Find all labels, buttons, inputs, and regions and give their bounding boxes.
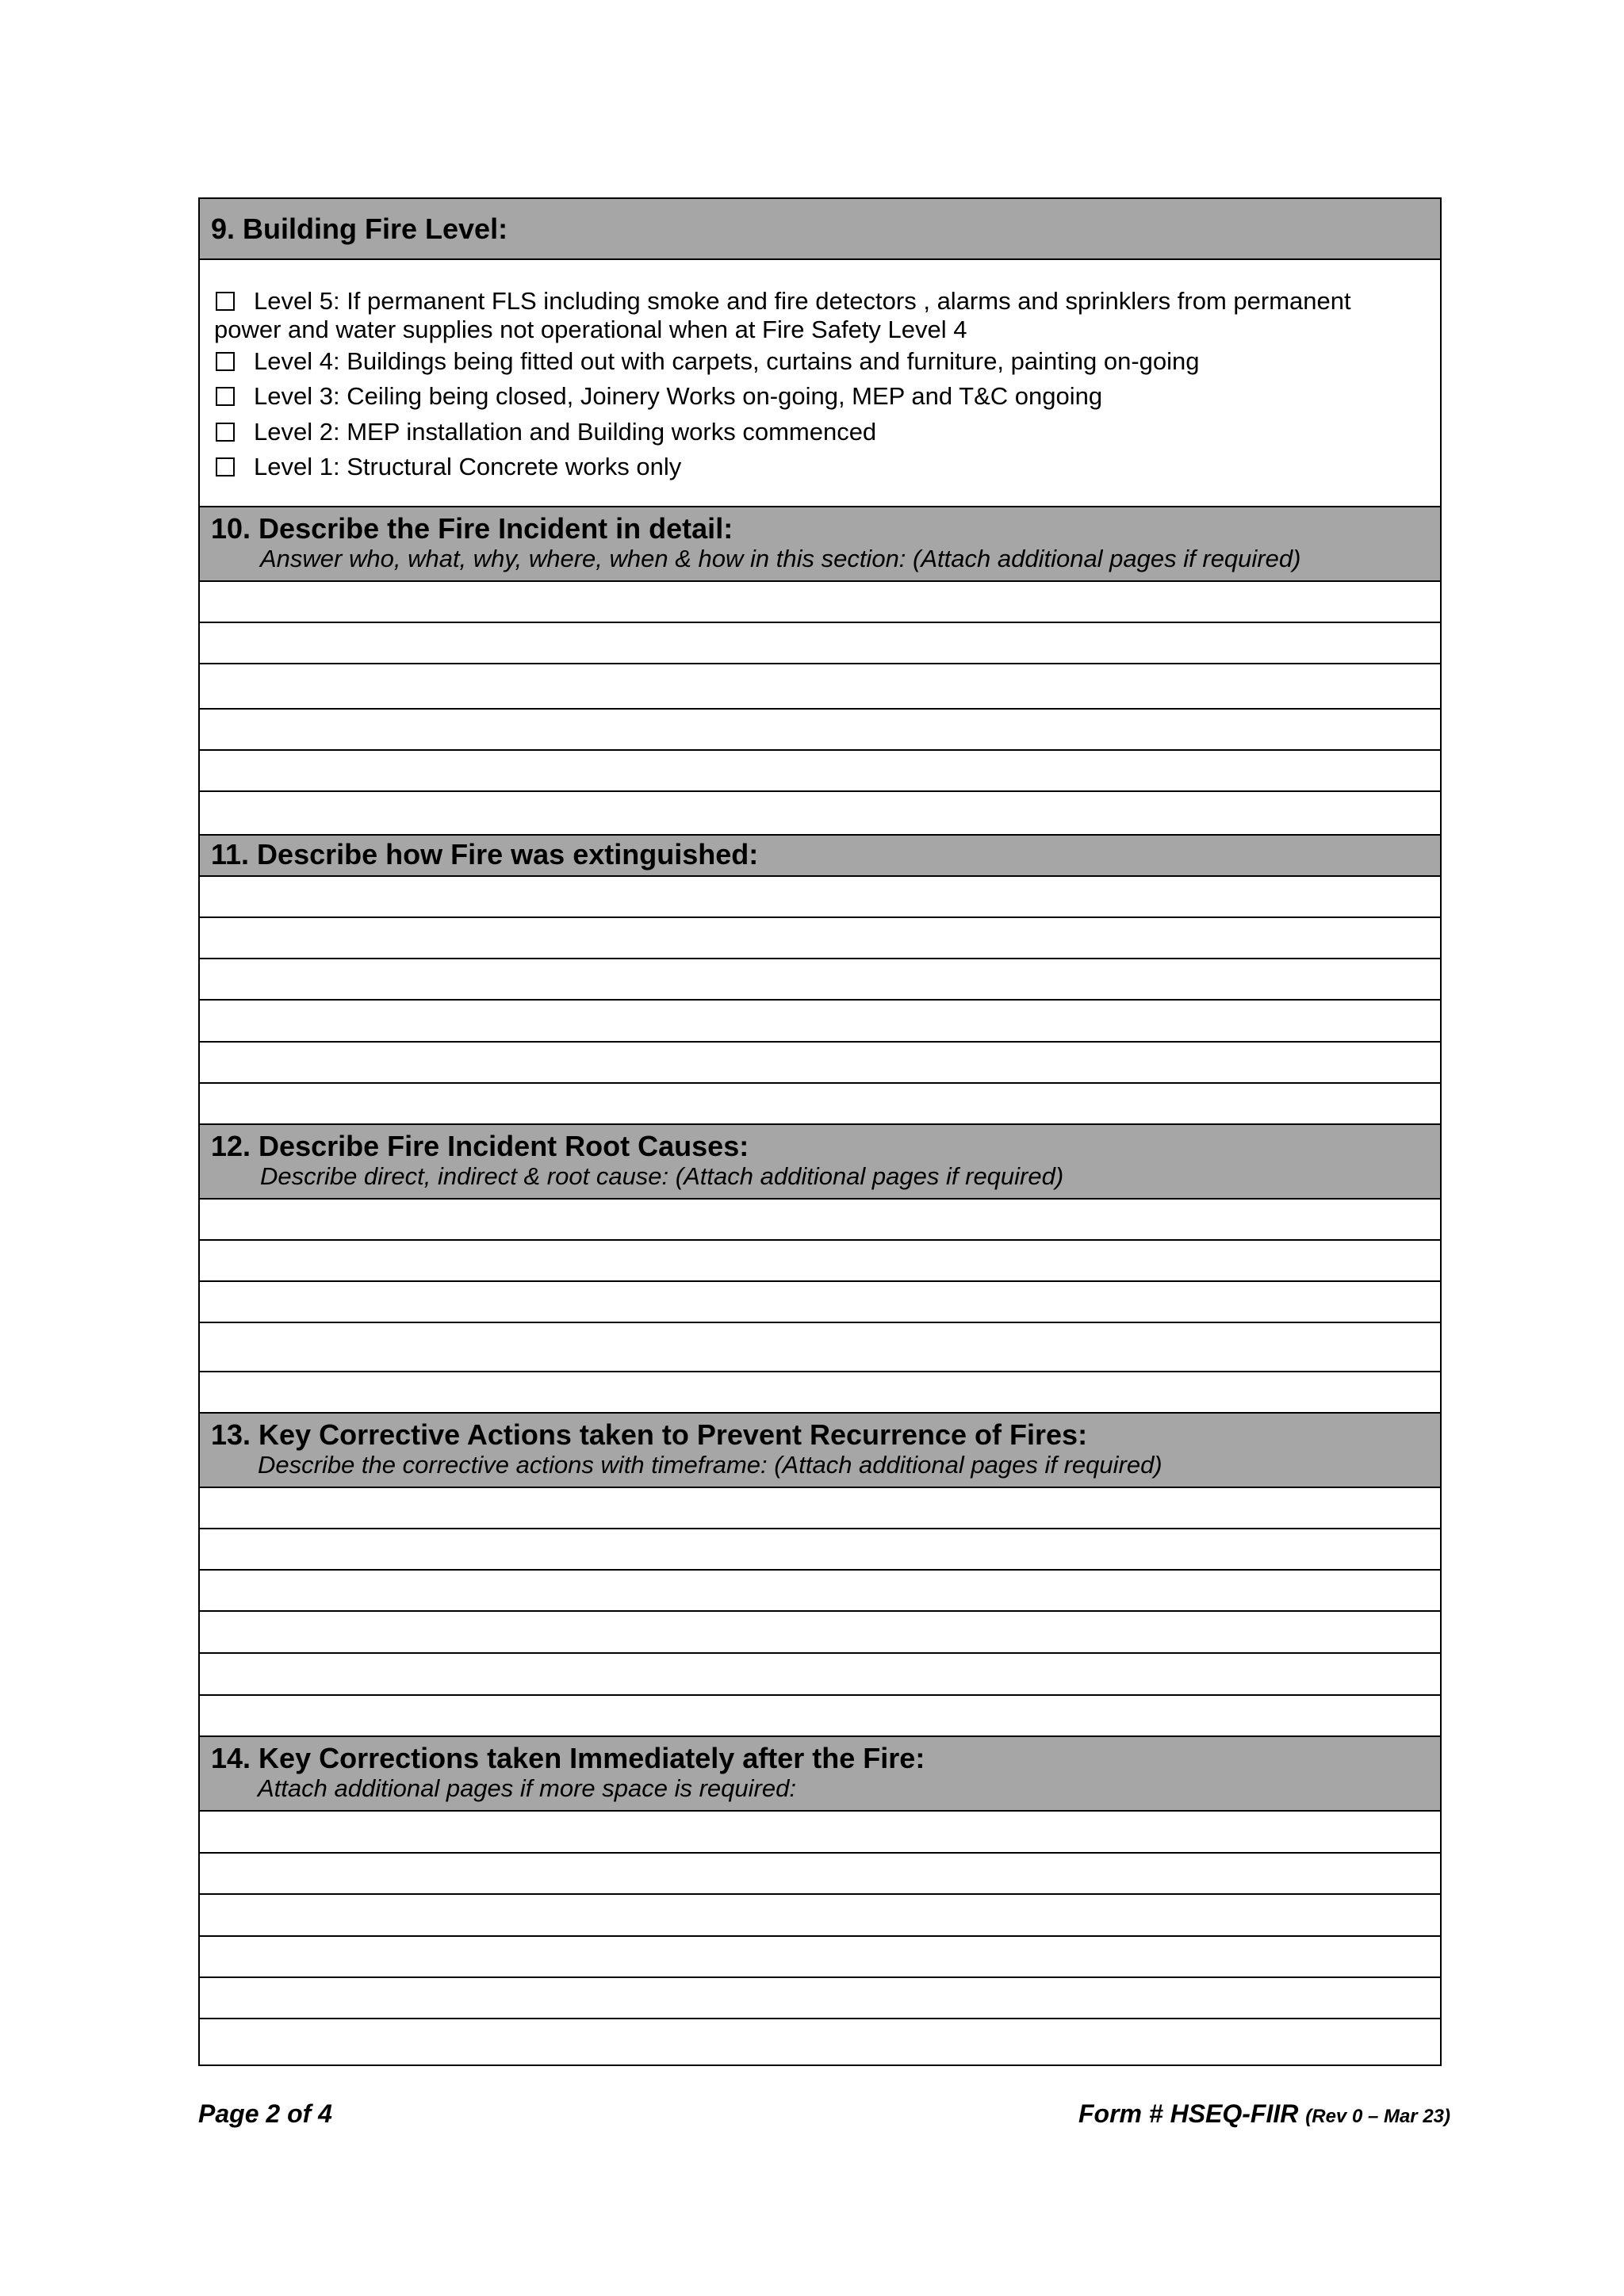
section-10-answer-line[interactable] (200, 792, 1440, 836)
section-9-title: 9. Building Fire Level: (211, 212, 508, 245)
form-code: Form # HSEQ-FIIR (1078, 2099, 1299, 2128)
section-11-answer-line[interactable] (200, 1001, 1440, 1043)
section-13-subtitle: Describe the corrective actions with timeframe: (Attach additional pages if required) (258, 1450, 1162, 1479)
section-13-title: 13. Key Corrective Actions taken to Prevent Recurrence of Fires: (211, 1418, 1088, 1451)
section-13-answer-line[interactable] (200, 1571, 1440, 1612)
level-2-checkbox[interactable] (216, 423, 235, 442)
level-4-label: Level 4: Buildings being fitted out with carpets, curtains and furniture, painting on-going (254, 346, 1200, 375)
level-2-label: Level 2: MEP installation and Building works commenced (254, 417, 877, 446)
section-14-answer-line[interactable] (200, 2019, 1440, 2064)
section-13-answer-line[interactable] (200, 1696, 1440, 1737)
section-12-subtitle: Describe direct, indirect & root cause: (Attach additional pages if required) (260, 1161, 1064, 1190)
section-9-header (200, 199, 1440, 260)
section-14-answer-line[interactable] (200, 1812, 1440, 1854)
level-3-label: Level 3: Ceiling being closed, Joinery Works on-going, MEP and T&C ongoing (254, 382, 1103, 410)
section-11-answer-line[interactable] (200, 1043, 1440, 1084)
section-14-answer-line[interactable] (200, 1854, 1440, 1895)
section-10-answer-line[interactable] (200, 710, 1440, 751)
section-13-header (200, 1414, 1440, 1488)
section-10-answer-line[interactable] (200, 751, 1440, 792)
section-11-answer-line[interactable] (200, 918, 1440, 959)
level-5-label: Level 5: If permanent FLS including smoke and fire detectors , alarms and sprinklers from permanent (254, 287, 1351, 315)
section-12-answer-line[interactable] (200, 1282, 1440, 1323)
section-11-answer-line[interactable] (200, 877, 1440, 918)
section-12-answer-line[interactable] (200, 1200, 1440, 1241)
section-10-header (200, 507, 1440, 582)
section-10-answer-line[interactable] (200, 664, 1440, 710)
section-13-answer-line[interactable] (200, 1612, 1440, 1654)
section-12-answer-line[interactable] (200, 1372, 1440, 1414)
section-11-title: 11. Describe how Fire was extinguished: (211, 837, 759, 871)
section-10-answer-line[interactable] (200, 623, 1440, 664)
section-12-title: 12. Describe Fire Incident Root Causes: (211, 1129, 749, 1162)
section-14-subtitle: Attach additional pages if more space is required: (258, 1774, 796, 1802)
section-13-answer-line[interactable] (200, 1488, 1440, 1529)
section-13-answer-line[interactable] (200, 1529, 1440, 1571)
form-number (1078, 2098, 1450, 2133)
section-11-header (200, 836, 1440, 877)
section-10-answer-line[interactable] (200, 582, 1440, 623)
level-5-option[interactable] (214, 284, 1426, 344)
section-10-title: 10. Describe the Fire Incident in detail: (211, 511, 733, 545)
section-14-header (200, 1737, 1440, 1812)
section-12-answer-line[interactable] (200, 1241, 1440, 1282)
building-fire-level-options (200, 260, 1440, 507)
level-4-option[interactable] (214, 344, 1426, 380)
section-13-answer-line[interactable] (200, 1654, 1440, 1696)
level-5-checkbox[interactable] (216, 292, 235, 311)
section-14-answer-line[interactable] (200, 1895, 1440, 1937)
section-14-title: 14. Key Corrections taken Immediately after the Fire: (211, 1741, 925, 1774)
fire-incident-form-table (198, 197, 1442, 2066)
section-11-answer-line[interactable] (200, 1084, 1440, 1125)
level-1-checkbox[interactable] (216, 457, 235, 476)
section-10-subtitle: Answer who, what, why, where, when & how in this section: (Attach additional pages if required) (260, 544, 1301, 572)
section-14-answer-line[interactable] (200, 1937, 1440, 1978)
section-14-answer-line[interactable] (200, 1978, 1440, 2019)
level-3-checkbox[interactable] (216, 387, 235, 406)
level-1-option[interactable] (214, 450, 1426, 485)
page-number: Page 2 of 4 (198, 2099, 332, 2128)
level-2-option[interactable] (214, 415, 1426, 450)
level-3-option[interactable] (214, 379, 1426, 415)
section-12-header (200, 1125, 1440, 1200)
section-11-answer-line[interactable] (200, 959, 1440, 1001)
level-1-label: Level 1: Structural Concrete works only (254, 453, 682, 480)
level-5-label-cont: power and water supplies not operational when at Fire Safety Level 4 (214, 315, 967, 343)
form-revision: (Rev 0 – Mar 23) (1305, 2106, 1451, 2127)
level-4-checkbox[interactable] (216, 352, 235, 371)
section-12-answer-line[interactable] (200, 1323, 1440, 1372)
